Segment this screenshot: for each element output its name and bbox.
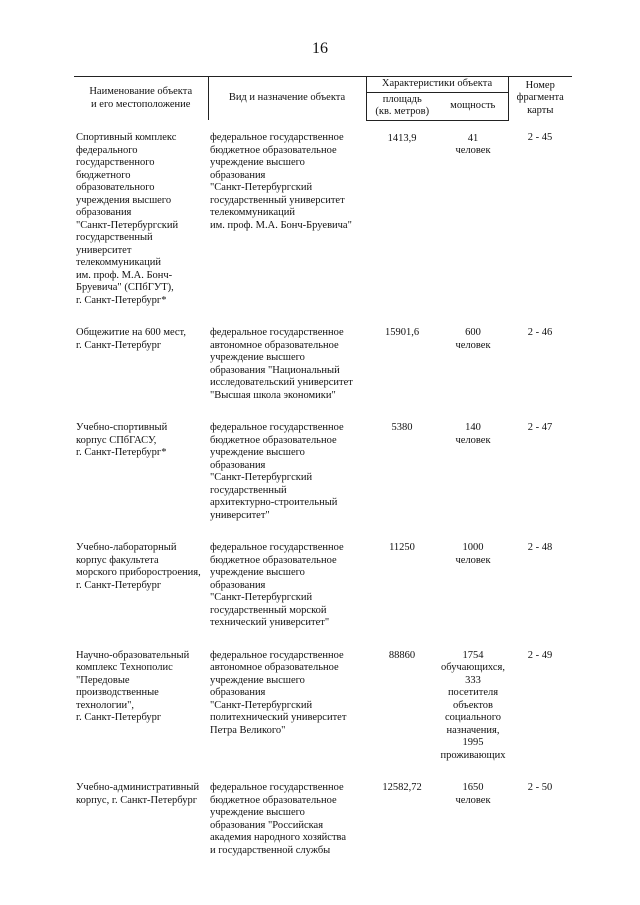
cell-fragment: 2 - 48 xyxy=(527,542,553,553)
table-row xyxy=(74,638,572,771)
header-capacity: мощность xyxy=(438,92,508,120)
cell-area: 88860 xyxy=(388,649,416,661)
cell-fragment: 2 - 49 xyxy=(527,649,553,661)
table-row xyxy=(74,530,572,638)
cell-area: 12582,72 xyxy=(382,782,422,793)
cell-name: Научно-образовательный комплекс Технополис "Передовые производственные технологии", г. Санкт-Петербург xyxy=(76,649,190,723)
cell-name: Учебно-спортивный корпус СПбГАСУ, г. Санкт-Петербург* xyxy=(76,422,168,458)
cell-kind: федеральное государственное автономное образовательное учреждение высшего образования "Национальный исследовательский университет "Высшая школа экономики" xyxy=(210,327,353,401)
cell-name: Общежитие на 600 мест, г. Санкт-Петербург xyxy=(76,327,186,351)
cell-area: 11250 xyxy=(389,542,415,553)
objects-table-container xyxy=(74,76,572,865)
cell-kind: федеральное государственное бюджетное образовательное учреждение высшего образования "Санкт-Петербургский государственный архитектурно-строительный университет" xyxy=(210,422,344,521)
cell-capacity: 1000 человек xyxy=(455,542,491,566)
cell-kind: федеральное государственное бюджетное образовательное учреждение высшего образования "Санкт-Петербургский государственный морской технический университет" xyxy=(210,542,344,628)
header-kind: Вид и назначение объекта xyxy=(208,77,366,121)
header-characteristics: Характеристики объекта xyxy=(366,77,508,93)
cell-capacity: 600 человек xyxy=(455,327,491,351)
cell-fragment: 2 - 45 xyxy=(527,132,553,143)
cell-area: 15901,6 xyxy=(384,327,420,338)
cell-name: Учебно-лабораторный корпус факультета морского приборостроения, г. Санкт-Петербург xyxy=(76,542,201,591)
cell-kind: федеральное государственное бюджетное образовательное учреждение высшего образования "Санкт-Петербургский государственный университет телекоммуникаций им. проф. М.А. Бонч-Бруевича" xyxy=(210,132,352,231)
cell-fragment: 2 - 46 xyxy=(527,327,553,338)
cell-kind: федеральное государственное автономное образовательное учреждение высшего образования "Санкт-Петербургский политехнический университет Петра Великого" xyxy=(210,649,347,736)
cell-capacity: 1754 обучающихся, 333 посетителя объектов социального назначения, 1995 проживающих xyxy=(440,649,506,761)
header-fragment: Номер фрагмента карты xyxy=(508,77,572,121)
header-name: Наименование объекта и его местоположение xyxy=(74,77,208,121)
page-number: 16 xyxy=(312,40,328,57)
table-header xyxy=(74,77,572,121)
cell-fragment: 2 - 50 xyxy=(527,782,553,793)
objects-table xyxy=(74,76,572,865)
cell-area: 1413,9 xyxy=(387,132,417,144)
cell-capacity: 140 человек xyxy=(455,422,491,446)
cell-capacity: 1650 человек xyxy=(455,782,491,806)
cell-kind: федеральное государственное бюджетное образовательное учреждение высшего образования "Российская академия народного хозяйства и государственной службы xyxy=(210,782,347,856)
cell-fragment: 2 - 47 xyxy=(527,422,553,433)
header-area: площадь (кв. метров) xyxy=(366,92,438,120)
table-row xyxy=(74,315,572,410)
cell-area: 5380 xyxy=(391,422,413,433)
table-body xyxy=(74,120,572,865)
table-row xyxy=(74,120,572,315)
cell-name: Спортивный комплекс федерального государственного бюджетного образовательного учреждения высшего образования "Санкт-Петербургский государственный университет телекоммуникаций им. проф. М.А. Бонч- Бруевича" (СПбГУТ), г. Санкт-Петербург* xyxy=(76,132,179,306)
table-row xyxy=(74,770,572,865)
cell-name: Учебно-административный корпус, г. Санкт-Петербург xyxy=(76,782,200,806)
cell-capacity: 41 человек xyxy=(455,132,491,156)
table-row xyxy=(74,410,572,530)
